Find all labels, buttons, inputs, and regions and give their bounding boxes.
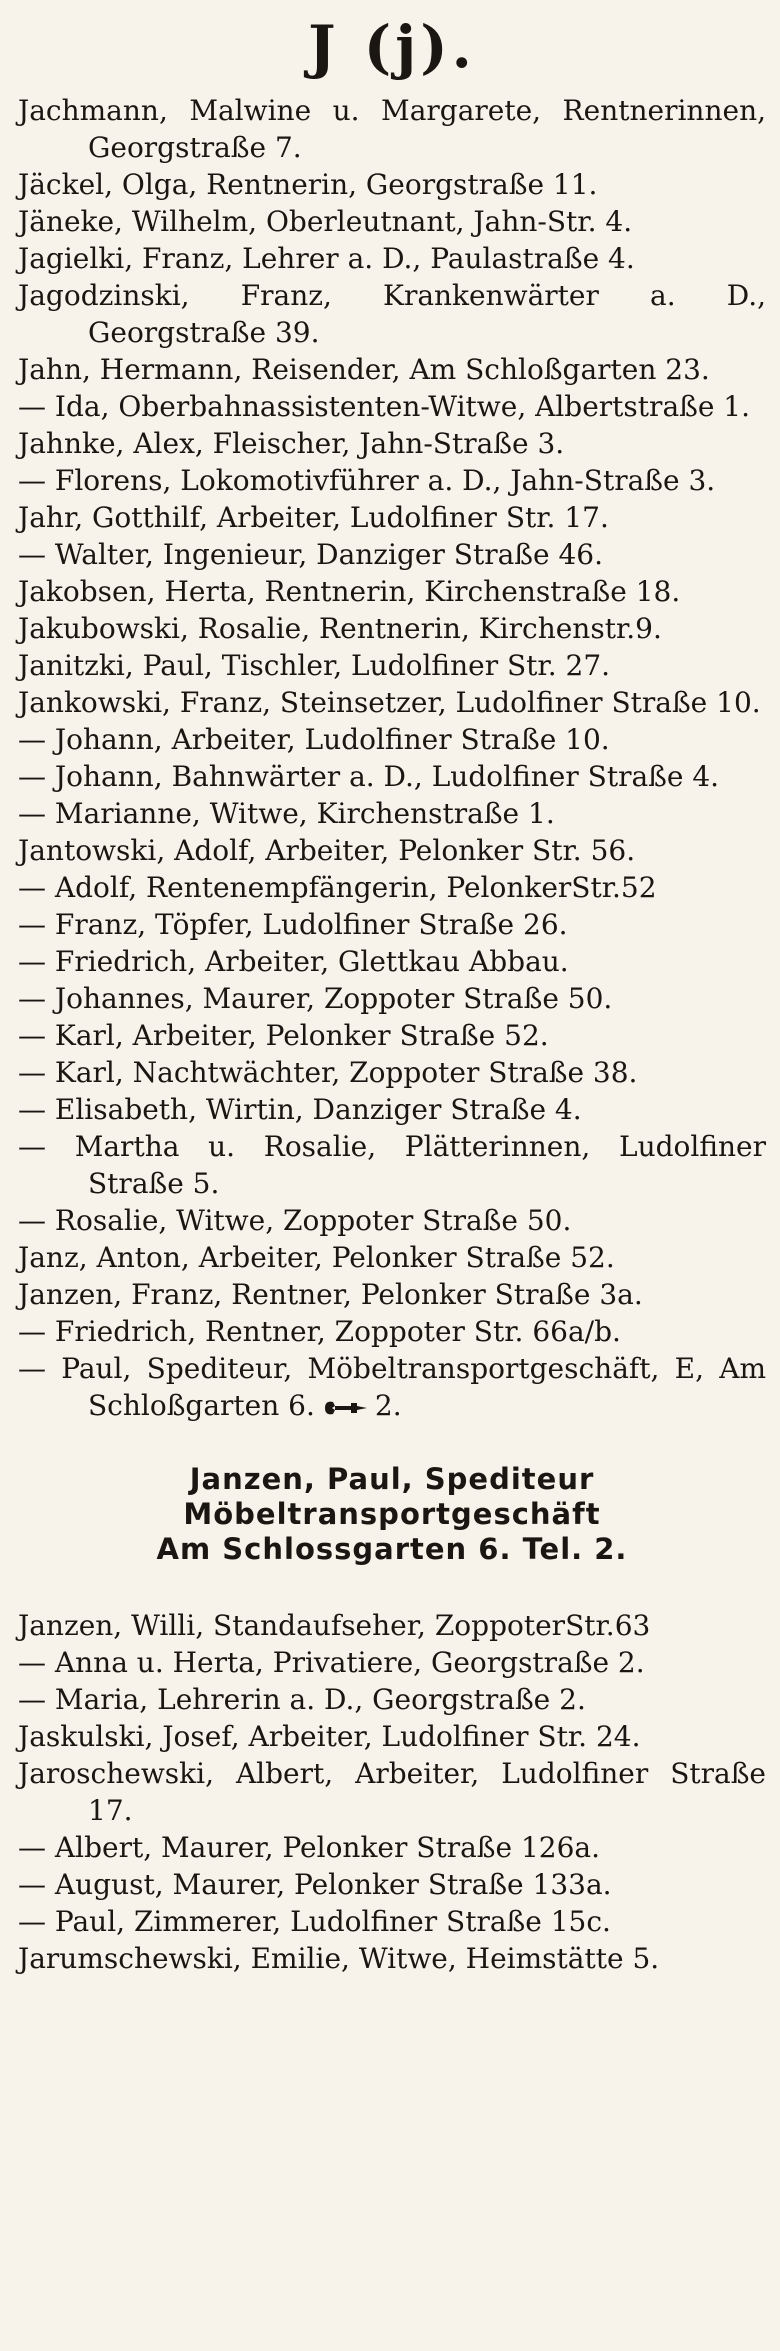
directory-entry: — Johannes, Maurer, Zoppoter Straße 50. <box>18 982 613 1015</box>
directory-entry: — Anna u. Herta, Privatiere, Georgstraße 2. <box>18 1646 645 1679</box>
entries-top <box>18 92 766 1350</box>
directory-entry: — Rosalie, Witwe, Zoppoter Straße 50. <box>18 1204 572 1237</box>
directory-entry: Jaskulski, Josef, Arbeiter, Ludolfiner Str. 24. <box>18 1720 641 1753</box>
directory-entry: Janitzki, Paul, Tischler, Ludolfiner Str. 27. <box>18 649 611 682</box>
directory-entry: Jagielki, Franz, Lehrer a. D., Paulastraße 4. <box>18 242 635 275</box>
ad-line-address: Am Schlossgarten 6. Tel. 2. <box>156 1532 628 1566</box>
directory-entry: Jantowski, Adolf, Arbeiter, Pelonker Str. 56. <box>18 834 636 867</box>
directory-entry: — Karl, Arbeiter, Pelonker Straße 52. <box>18 1019 549 1052</box>
directory-entry: Jagodzinski, Franz, Krankenwärter a. D., Georgstraße 39. <box>18 279 766 349</box>
advertisement <box>18 1462 766 1567</box>
phone-number: 2. <box>374 1389 402 1422</box>
directory-entry: Jäckel, Olga, Rentnerin, Georgstraße 11. <box>18 168 598 201</box>
ad-line-name: Janzen, Paul, Spediteur <box>189 1462 595 1496</box>
directory-entry: Jakubowski, Rosalie, Rentnerin, Kirchenstr.9. <box>18 612 662 645</box>
directory-entry: Jahn, Hermann, Reisender, Am Schloßgarten 23. <box>18 353 710 386</box>
directory-entry: — Marianne, Witwe, Kirchenstraße 1. <box>18 797 555 830</box>
directory-entry: Janzen, Willi, Standaufseher, ZoppoterStr.63 <box>18 1609 651 1642</box>
directory-entry: — Martha u. Rosalie, Plätterinnen, Ludolfiner Straße 5. <box>18 1130 766 1200</box>
section-heading: J (j). <box>308 13 476 81</box>
entry-text: — Paul, Spediteur, Möbeltransportgeschäft, E, Am Schloßgarten 6. <box>18 1352 766 1422</box>
directory-entry: — Adolf, Rentenempfängerin, PelonkerStr.52 <box>18 871 657 904</box>
ad-line-business: Möbeltransportgeschäft <box>183 1497 601 1531</box>
directory-entry: — Ida, Oberbahnassistenten-Witwe, Albertstraße 1. <box>18 390 751 423</box>
directory-entry: Jarumschewski, Emilie, Witwe, Heimstätte 5. <box>18 1942 660 1975</box>
directory-entry: Janzen, Franz, Rentner, Pelonker Straße 3a. <box>18 1278 643 1311</box>
directory-entry: — Albert, Maurer, Pelonker Straße 126a. <box>18 1831 601 1864</box>
directory-entry: — Florens, Lokomotivführer a. D., Jahn-Straße 3. <box>18 464 716 497</box>
entries-bottom <box>18 1607 766 1977</box>
directory-entry: Jahnke, Alex, Fleischer, Jahn-Straße 3. <box>18 427 565 460</box>
directory-entry: — Johann, Bahnwärter a. D., Ludolfiner Straße 4. <box>18 760 720 793</box>
telephone-icon <box>323 1399 369 1417</box>
directory-entry: — Karl, Nachtwächter, Zoppoter Straße 38. <box>18 1056 638 1089</box>
directory-entry-phone <box>18 1350 766 1424</box>
directory-entry: — Franz, Töpfer, Ludolfiner Straße 26. <box>18 908 568 941</box>
directory-entry: Jakobsen, Herta, Rentnerin, Kirchenstraße 18. <box>18 575 681 608</box>
directory-entry: Jahr, Gotthilf, Arbeiter, Ludolfiner Str. 17. <box>18 501 609 534</box>
directory-entry: Janz, Anton, Arbeiter, Pelonker Straße 52. <box>18 1241 615 1274</box>
directory-entry: — Elisabeth, Wirtin, Danziger Straße 4. <box>18 1093 582 1126</box>
directory-entry: Jankowski, Franz, Steinsetzer, Ludolfiner Straße 10. <box>18 686 761 719</box>
directory-entry: — Walter, Ingenieur, Danziger Straße 46. <box>18 538 603 571</box>
phone-entry-block <box>18 1350 766 1424</box>
directory-entry: — Johann, Arbeiter, Ludolfiner Straße 10. <box>18 723 610 756</box>
directory-entry: — Friedrich, Arbeiter, Glettkau Abbau. <box>18 945 569 978</box>
directory-entry: Jäneke, Wilhelm, Oberleutnant, Jahn-Str. 4. <box>18 205 633 238</box>
directory-entry: — August, Maurer, Pelonker Straße 133a. <box>18 1868 612 1901</box>
directory-entry: — Maria, Lehrerin a. D., Georgstraße 2. <box>18 1683 586 1716</box>
directory-entry: — Paul, Zimmerer, Ludolfiner Straße 15c. <box>18 1905 611 1938</box>
directory-entry: Jachmann, Malwine u. Margarete, Rentnerinnen, Georgstraße 7. <box>18 94 766 164</box>
directory-entry: — Friedrich, Rentner, Zoppoter Str. 66a/b. <box>18 1315 621 1348</box>
directory-entry: Jaroschewski, Albert, Arbeiter, Ludolfiner Straße 17. <box>18 1757 766 1827</box>
